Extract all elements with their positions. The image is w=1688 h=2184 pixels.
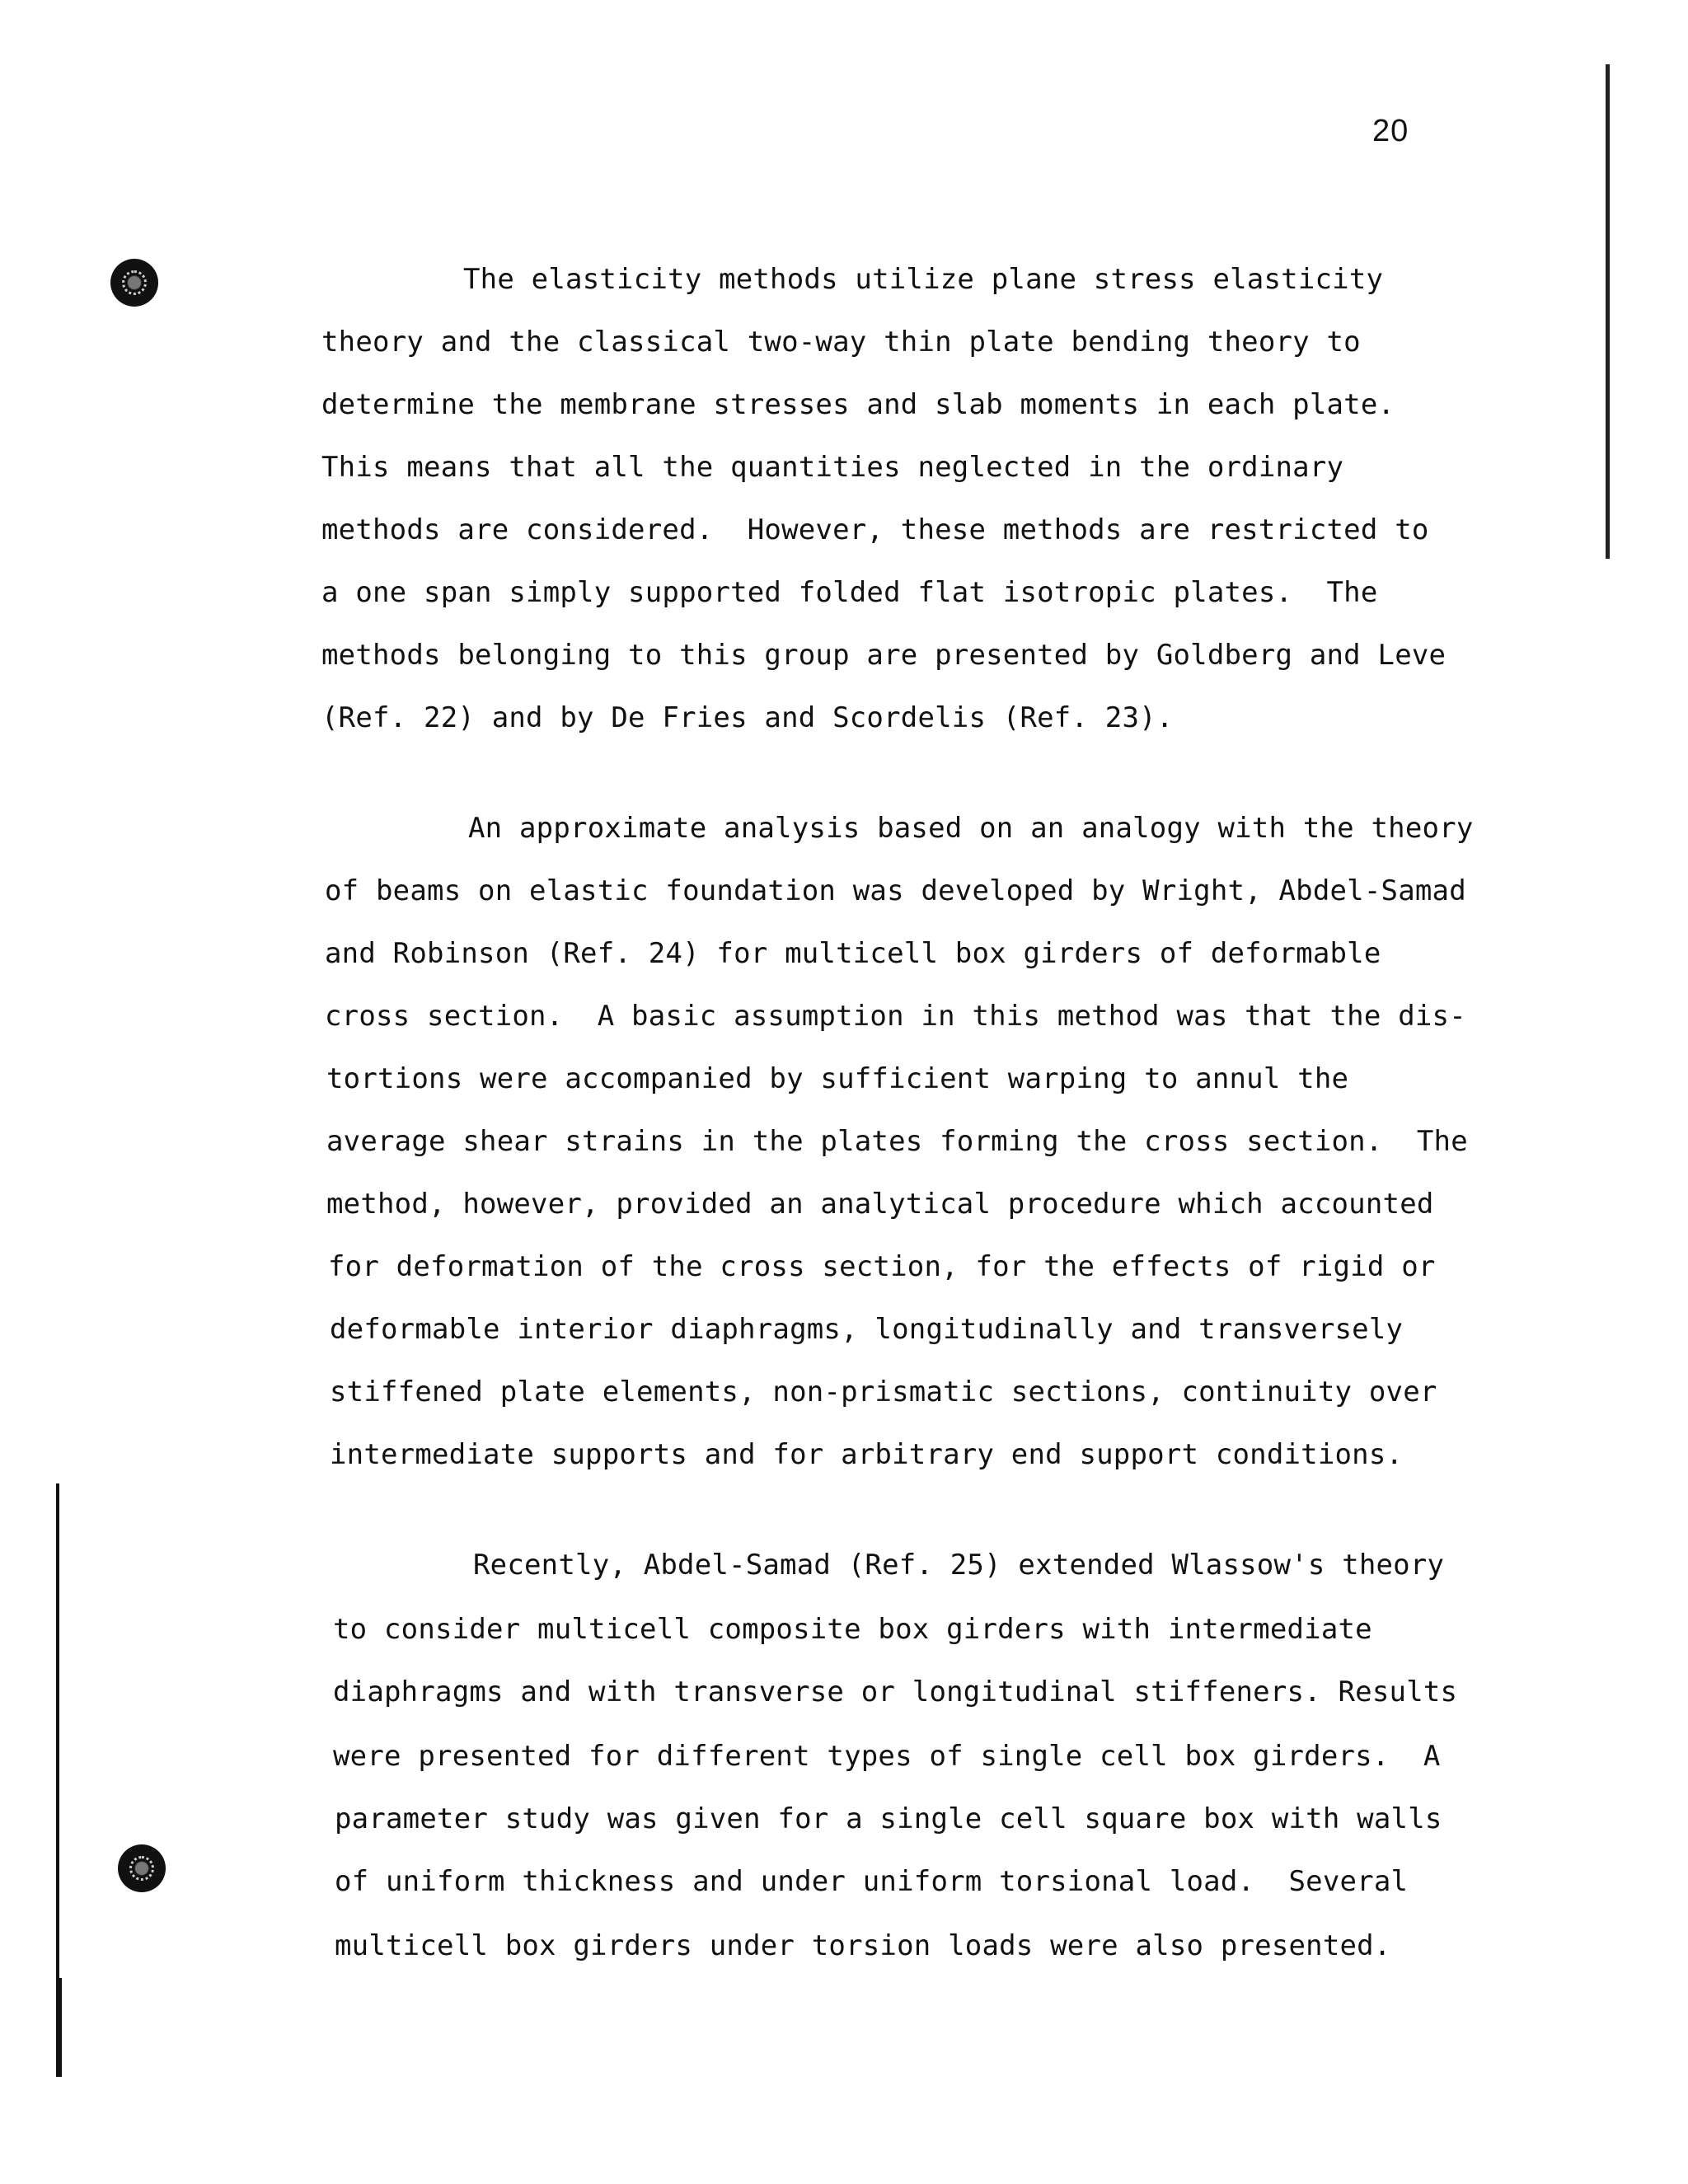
page-number: 20 <box>1372 114 1409 148</box>
text-line: parameter study was given for a single cell square box with walls <box>335 1802 1442 1835</box>
punch-hole-icon-top <box>110 259 158 307</box>
text-line: methods belonging to this group are presented by Goldberg and Leve <box>321 639 1447 672</box>
text-line: cross section. A basic assumption in this method was that the dis- <box>325 1000 1466 1033</box>
text-line: a one span simply supported folded flat isotropic plates. The <box>321 576 1378 609</box>
text-line: of uniform thickness and under uniform torsional load. Several <box>335 1865 1409 1898</box>
text-line: determine the membrane stresses and slab moments in each plate. <box>321 388 1395 421</box>
text-line: theory and the classical two-way thin plate bending theory to <box>321 326 1361 359</box>
text-line: to consider multicell composite box girders with intermediate <box>333 1613 1372 1646</box>
text-line: tortions were accompanied by sufficient warping to annul the <box>326 1062 1349 1095</box>
text-line: multicell box girders under torsion loads were also presented. <box>335 1929 1391 1962</box>
text-line: diaphragms and with transverse or longitudinal stiffeners. Results <box>333 1675 1458 1708</box>
text-line: (Ref. 22) and by De Fries and Scordelis (Ref. 23). <box>321 701 1174 734</box>
text-line: methods are considered. However, these methods are restricted to <box>321 513 1429 546</box>
scan-edge-line-top-right <box>1606 64 1610 559</box>
scan-edge-line-left-thick <box>56 1978 62 2077</box>
text-line: of beams on elastic foundation was developed by Wright, Abdel-Samad <box>325 874 1466 907</box>
text-line: Recently, Abdel-Samad (Ref. 25) extended Wlassow's theory <box>473 1549 1445 1582</box>
text-line: stiffened plate elements, non-prismatic sections, continuity over <box>330 1376 1437 1408</box>
punch-hole-icon-bottom <box>118 1844 166 1892</box>
text-line: deformable interior diaphragms, longitudinally and transversely <box>330 1313 1404 1346</box>
text-line: The elasticity methods utilize plane stress elasticity <box>463 263 1384 296</box>
text-line: This means that all the quantities neglected in the ordinary <box>321 451 1344 484</box>
text-line: and Robinson (Ref. 24) for multicell box girders of deformable <box>325 937 1381 970</box>
text-line: average shear strains in the plates forming the cross section. The <box>326 1125 1468 1158</box>
text-line: method, however, provided an analytical procedure which accounted <box>326 1188 1434 1221</box>
text-line: An approximate analysis based on an analogy with the theory <box>468 812 1474 845</box>
text-line: for deformation of the cross section, for the effects of rigid or <box>328 1250 1436 1283</box>
text-line: intermediate supports and for arbitrary end support conditions. <box>330 1438 1404 1471</box>
text-line: were presented for different types of single cell box girders. A <box>333 1740 1441 1773</box>
